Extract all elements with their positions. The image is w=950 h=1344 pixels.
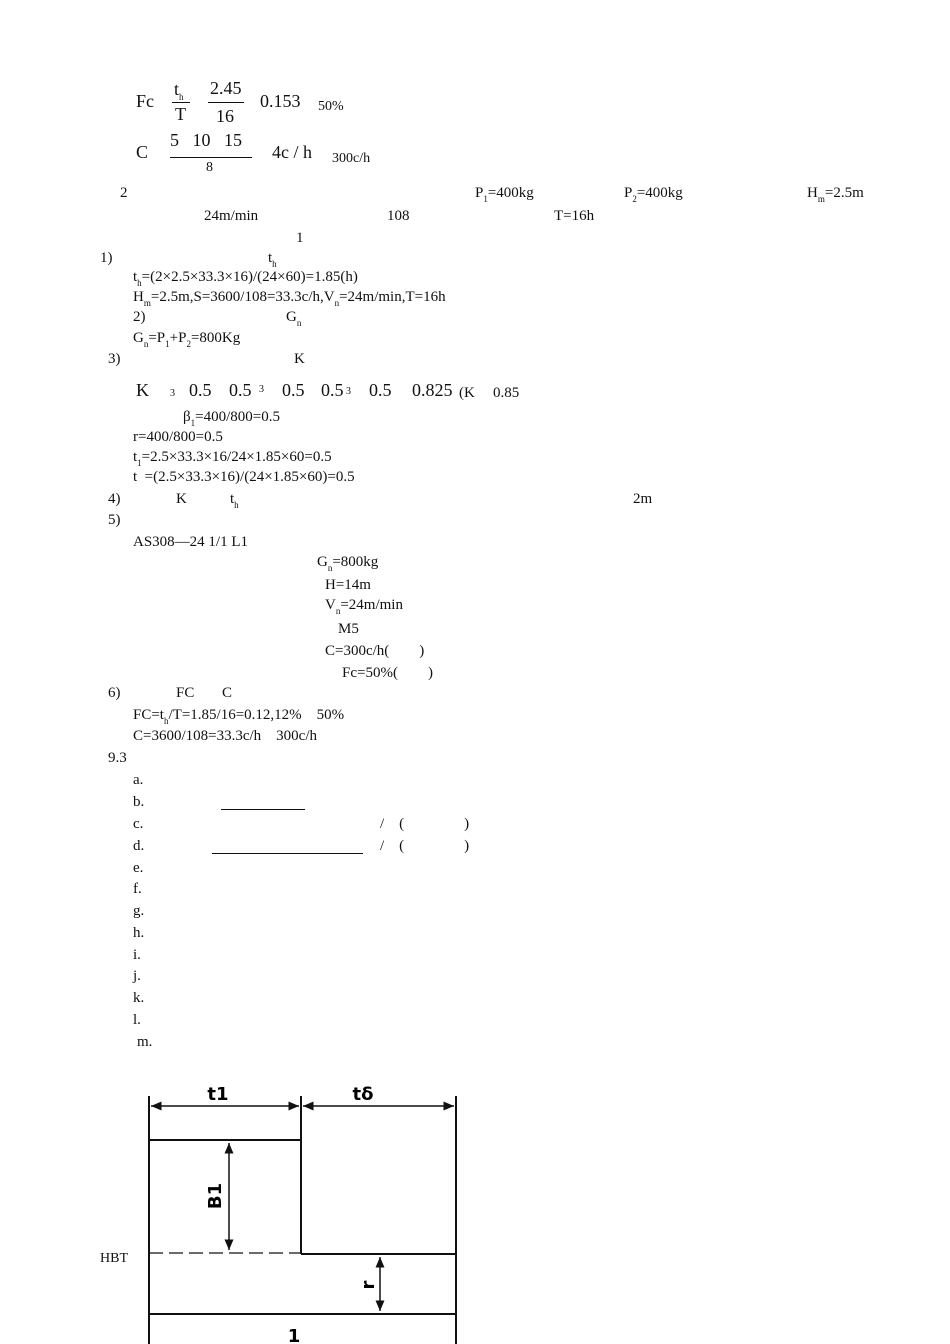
- formula1-den2: 16: [216, 106, 234, 126]
- list-item: a.: [133, 772, 144, 788]
- label-1: 1: [287, 1326, 301, 1344]
- problem-part: 1: [296, 230, 304, 246]
- step4-k: K: [176, 491, 187, 507]
- list-item: d.: [133, 838, 145, 854]
- step1-line2: $H_m=2.5m,S=3600/108=33.3c/h,V_n=24m/\min,T=16h$: [133, 289, 446, 308]
- section-number: 9.3: [108, 750, 127, 766]
- problem-count: 108: [387, 208, 410, 224]
- k-formula-val: 0.5: [321, 380, 344, 400]
- k-formula-exp: 3: [346, 386, 351, 397]
- item-c-tail: / ( ): [380, 816, 470, 832]
- formula2-result: 4c / h: [272, 142, 312, 162]
- problem-hm: $H_m=2.5m$: [807, 185, 864, 204]
- formula1-num2: 2.45: [210, 78, 242, 98]
- step1-label: 1): [100, 250, 113, 266]
- problem-number: 2: [120, 185, 128, 201]
- formula1-result: 0.153: [260, 91, 301, 111]
- step5-label: 5): [108, 512, 121, 528]
- formula1-den: T: [175, 104, 186, 124]
- k-formula-exp: 3: [259, 384, 264, 395]
- spec-h: H=14m: [325, 577, 371, 593]
- label-r: r: [358, 1280, 379, 1290]
- hbt-label: HBT: [100, 1251, 128, 1266]
- step6-fc: FC: [176, 685, 195, 701]
- step6-line2: C=3600/108=33.3c/h 300c/h: [133, 728, 317, 744]
- step6-c: C: [222, 685, 233, 701]
- step1-line1: $t_h=(2\times 2.5\times 33.3\times 16)/(24\times 60)=1.85(h)$: [133, 269, 358, 288]
- formula1-lhs: Fc: [136, 91, 154, 111]
- k-formula-limit: 0.85: [493, 385, 520, 401]
- list-item: l.: [133, 1012, 141, 1028]
- list-item: g.: [133, 903, 145, 919]
- spec-m: M5: [338, 621, 359, 637]
- beta-line: $\beta_1=400/800=0.5$: [183, 409, 280, 428]
- r-line: r=400/800=0.5: [133, 429, 223, 445]
- list-item: i.: [133, 947, 141, 963]
- step6-label: 6): [108, 685, 121, 701]
- formula2-limit: 300c/h: [332, 151, 371, 166]
- spec-g: $G_n=800kg$: [317, 554, 379, 573]
- k-formula-lhs: K: [136, 380, 149, 400]
- label-t1: t1: [207, 1084, 229, 1105]
- step2-g: $G_n$: [286, 309, 302, 328]
- problem-p1: $P_1=400kg$: [475, 185, 534, 204]
- formula2-den: 8: [206, 160, 213, 175]
- k-formula-val: 0.5: [189, 380, 212, 400]
- list-item: f.: [133, 881, 142, 897]
- step4-value: 2m: [633, 491, 653, 507]
- problem-speed: 24m/min: [204, 208, 259, 224]
- step4-th: $t_h$: [230, 491, 239, 510]
- step1-th: $t_h$: [268, 250, 277, 269]
- step4-label: 4): [108, 491, 121, 507]
- formula2-num: 5 10 15: [170, 130, 242, 150]
- problem-p2: $P_2=400kg$: [624, 185, 683, 204]
- problem-time: T=16h: [554, 208, 595, 224]
- step3-label: 3): [108, 351, 121, 367]
- step3-k: K: [294, 351, 305, 367]
- k-formula-result: 0.825: [412, 380, 453, 400]
- list-item: m.: [137, 1034, 153, 1050]
- t-line: t =(2.5×33.3×16)/(24×1.85×60)=0.5: [133, 469, 355, 485]
- list-item: c.: [133, 816, 144, 832]
- label-b1: B1: [205, 1182, 226, 1210]
- step6-line1: $FC=t_h/T=1.85/16=0.12,12\%$ 50%: [133, 707, 345, 726]
- k-formula-paren: (K: [459, 385, 475, 401]
- step2-label: 2): [133, 309, 146, 325]
- k-formula-exp: 3: [170, 388, 175, 399]
- spec-fc: Fc=50%( ): [342, 665, 433, 681]
- step2-line: $G_n=P_1+P_2=800Kg$: [133, 330, 241, 349]
- label-t2: tδ: [352, 1084, 374, 1105]
- item-d-tail: / ( ): [380, 838, 470, 854]
- list-item: k.: [133, 990, 145, 1006]
- list-item: b.: [133, 794, 145, 810]
- spec-v: $V_n=24m/\min$: [325, 597, 403, 616]
- model-line: AS308—24 1/1 L1: [133, 534, 249, 550]
- formula2-lhs: C: [136, 142, 149, 162]
- list-item: h.: [133, 925, 145, 941]
- k-formula-val: 0.5: [282, 380, 305, 400]
- list-item: j.: [133, 968, 141, 984]
- list-item: e.: [133, 860, 144, 876]
- formula1-num: $t_h$: [174, 79, 184, 102]
- spec-c: C=300c/h( ): [325, 643, 425, 659]
- k-formula-val: 0.5: [369, 380, 392, 400]
- formula1-limit: 50%: [318, 99, 344, 114]
- t1-line: $t_1=2.5\times 33.3\times 16/24\times 1.85\times 60=0.5$: [133, 449, 332, 468]
- k-formula-val: 0.5: [229, 380, 252, 400]
